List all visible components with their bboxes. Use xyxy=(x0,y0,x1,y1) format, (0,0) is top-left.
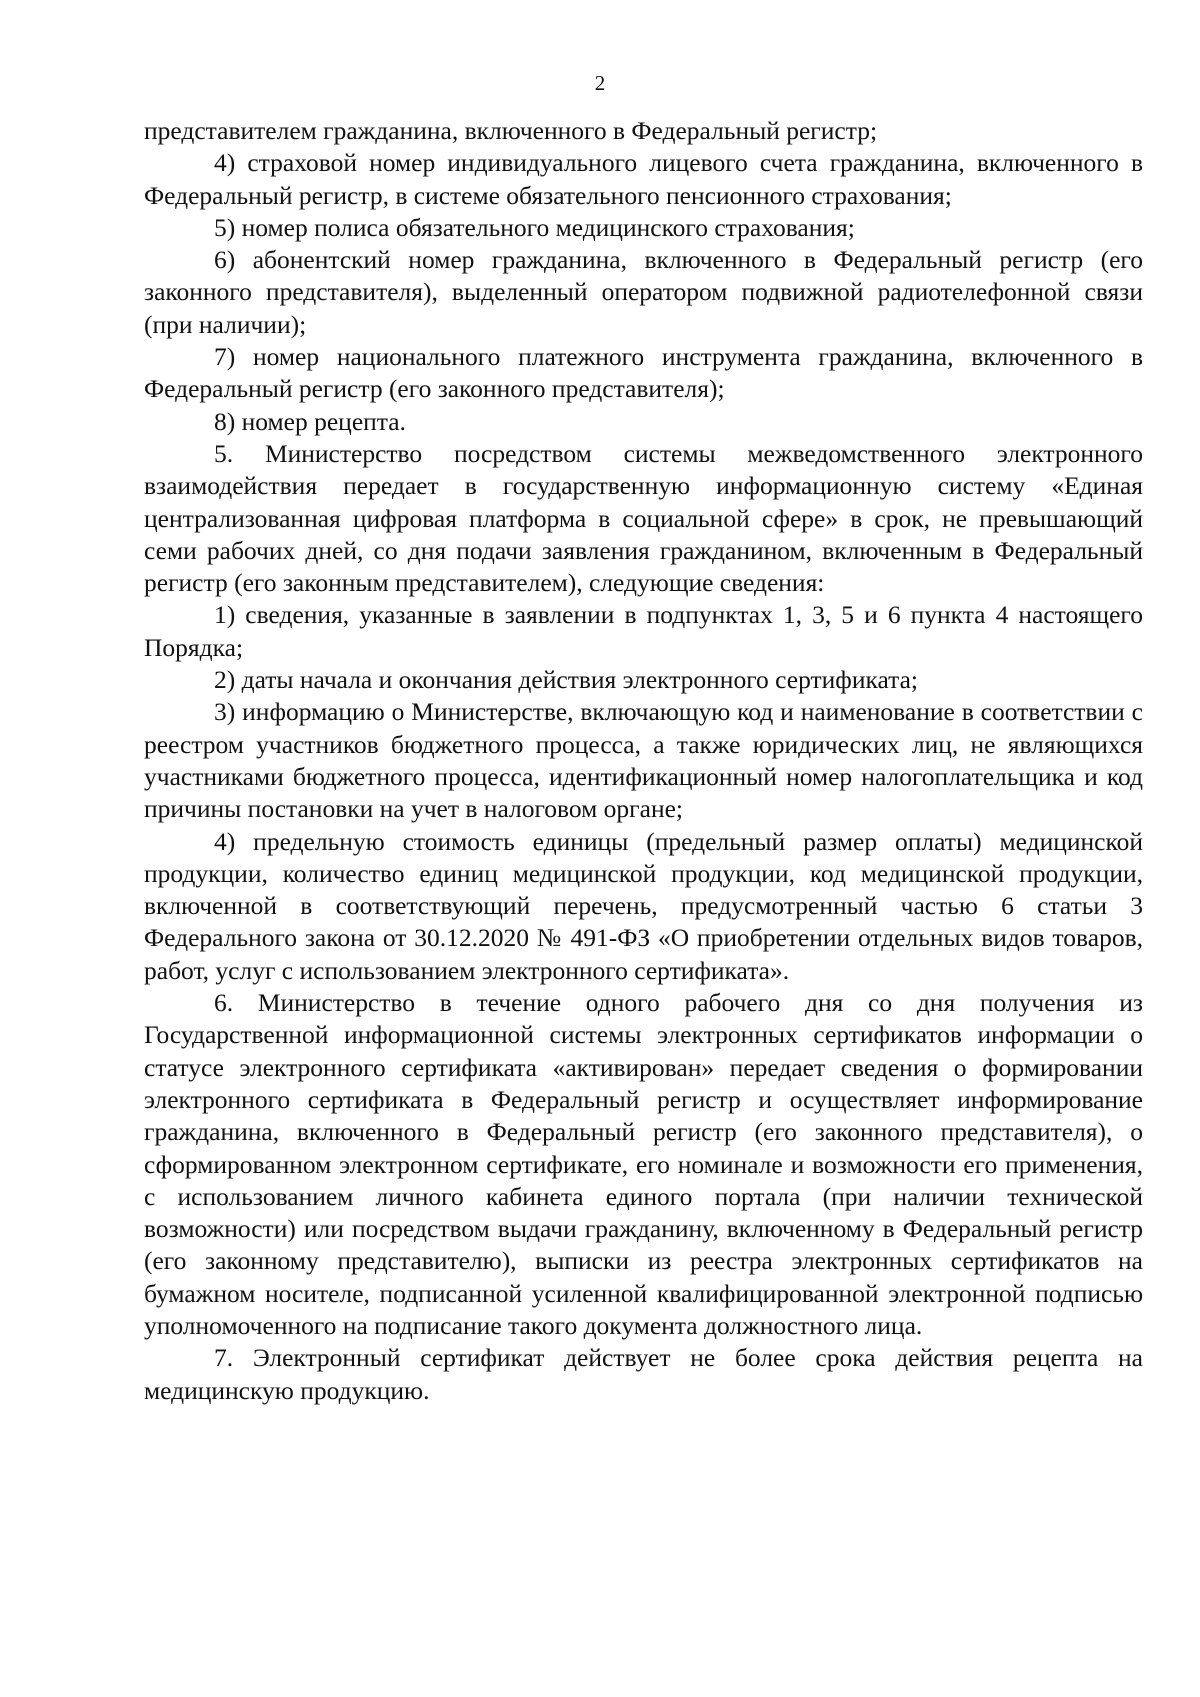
paragraph-item-6: 6) абонентский номер гражданина, включенного в Федеральный регистр (его законного представителя), выделенный оператором подвижной радиотелефонной связи (при наличии); xyxy=(144,245,1143,339)
paragraph-item-4: 4) страховой номер индивидуального лицевого счета гражданина, включенного в Федеральный регистр, в системе обязательного пенсионного страхования; xyxy=(144,148,1143,210)
paragraph-section-7: 7. Электронный сертификат действует не более срока действия рецепта на медицинскую продукцию. xyxy=(144,1343,1143,1405)
paragraph-section-5-item-3: 3) информацию о Министерстве, включающую код и наименование в соответствии с реестром участников бюджетного процесса, а также юридических лиц, не являющихся участниками бюджетного процесса, идентификационный номер налогоплательщика и код причины постановки на учет в налоговом органе; xyxy=(144,697,1143,824)
paragraph-section-6: 6. Министерство в течение одного рабочего дня со дня получения из Государственной информационной системы электронных сертификатов информации о статусе электронного сертификата «активирован» передает сведения о формировании электронного сертификата в Федеральный регистр и осуществляет информирование гражданина, включенного в Федеральный регистр (его законного представителя), о сформированном электронном сертификате, его номинале и возможности его применения, с использованием личного кабинета единого портала (при наличии технической возможности) или посредством выдачи гражданину, включенному в Федеральный регистр (его законному представителю), выписки из реестра электронных сертификатов на бумажном носителе, подписанной усиленной квалифицированной электронной подписью уполномоченного на подписание такого документа должностного лица. xyxy=(144,988,1143,1340)
paragraph-section-5: 5. Министерство посредством системы межведомственного электронного взаимодействия передает в государственную информационную систему «Единая централизованная цифровая платформа в социальной сфере» в срок, не превышающий семи рабочих дней, со дня подачи заявления гражданином, включенным в Федеральный регистр (его законным представителем), следующие сведения: xyxy=(144,438,1143,598)
page-number: 2 xyxy=(594,71,606,95)
paragraph-section-5-item-2: 2) даты начала и окончания действия электронного сертификата; xyxy=(214,665,918,695)
paragraph-item-7: 7) номер национального платежного инструмента гражданина, включенного в Федеральный регистр (его законного представителя); xyxy=(144,342,1143,404)
paragraph-item-8: 8) номер рецепта. xyxy=(214,406,406,436)
paragraph-item-5: 5) номер полиса обязательного медицинского страхования; xyxy=(214,212,855,242)
paragraph-continuation: представителем гражданина, включенного в Федеральный регистр; xyxy=(144,116,878,145)
paragraph-section-5-item-1: 1) сведения, указанные в заявлении в подпунктах 1, 3, 5 и 6 пункта 4 настоящего Порядка; xyxy=(144,600,1143,662)
paragraph-section-5-item-4: 4) предельную стоимость единицы (предельный размер оплаты) медицинской продукции, количество единиц медицинской продукции, код медицинской продукции, включенной в соответствующий перечень, предусмотренный частью 6 статьи 3 Федерального закона от 30.12.2020 № 491-ФЗ «О приобретении отдельных видов товаров, работ, услуг с использованием электронного сертификата». xyxy=(144,826,1143,985)
document-body xyxy=(144,115,1143,1407)
